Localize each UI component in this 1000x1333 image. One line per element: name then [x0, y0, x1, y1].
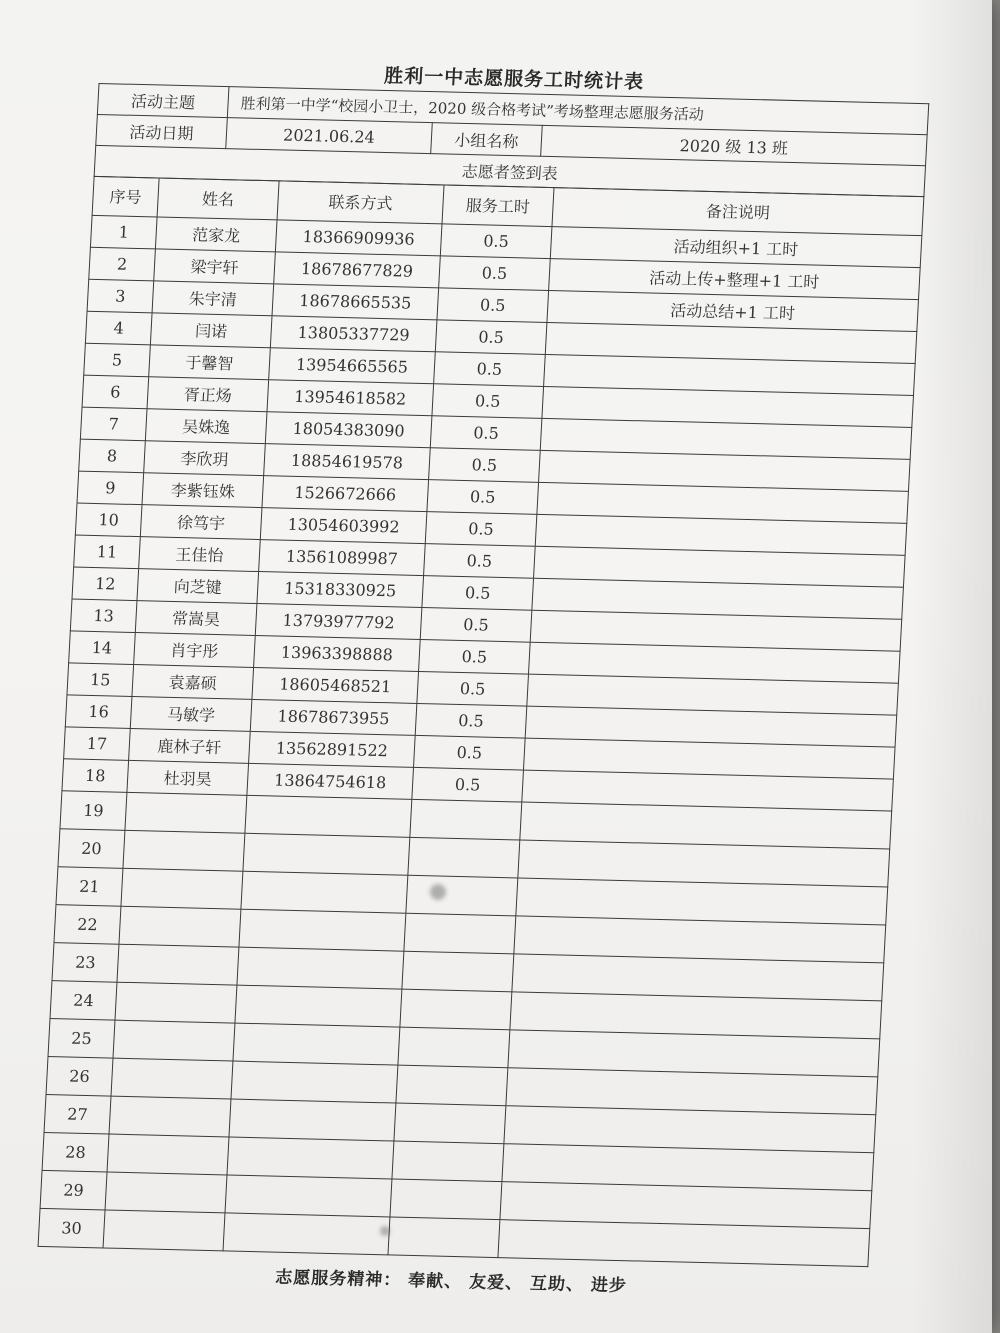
row-number: 8 — [79, 439, 146, 473]
service-hours: 0.5 — [419, 639, 531, 674]
contact-phone — [229, 1099, 396, 1141]
contact-phone: 13805337729 — [270, 315, 437, 351]
contact-phone: 18054383090 — [265, 411, 432, 447]
volunteer-name: 朱宇清 — [152, 280, 274, 315]
service-hours: 0.5 — [414, 735, 526, 770]
row-number: 28 — [42, 1132, 109, 1172]
remark: 活动上传+整理+1 工时 — [549, 258, 921, 299]
signin-label: 志愿者签到表 — [94, 145, 925, 196]
remark: 活动组织+1 工时 — [550, 226, 922, 267]
service-hours: 0.5 — [425, 511, 537, 546]
volunteer-name: 闫诺 — [150, 312, 272, 347]
row-number: 25 — [48, 1018, 115, 1058]
date-value: 2021.06.24 — [226, 118, 433, 154]
volunteer-name: 杜羽昊 — [127, 760, 249, 795]
service-hours — [400, 989, 512, 1030]
service-hours — [396, 1065, 508, 1106]
column-header-note: 备注说明 — [552, 187, 924, 235]
service-hours: 0.5 — [430, 415, 542, 450]
service-hours: 0.5 — [434, 351, 546, 386]
contact-phone: 13562891522 — [249, 731, 416, 767]
volunteer-name: 吴姝逸 — [145, 408, 267, 443]
row-number: 4 — [85, 311, 152, 345]
volunteer-name — [113, 1020, 235, 1061]
form-title: 胜利一中志愿服务工时统计表 — [383, 64, 645, 94]
blank-rows — [38, 790, 892, 1266]
contact-phone — [231, 1061, 398, 1103]
service-hours — [402, 951, 514, 992]
contact-phone: 13793977792 — [255, 603, 422, 639]
form-sheet — [37, 55, 930, 1296]
service-hours — [388, 1216, 500, 1257]
volunteer-name — [111, 1058, 233, 1099]
service-hours: 0.5 — [422, 575, 534, 610]
row-number: 24 — [50, 980, 117, 1020]
contact-phone — [227, 1136, 394, 1178]
service-hours — [404, 913, 516, 954]
row-number: 14 — [69, 630, 136, 664]
row-number: 18 — [62, 758, 129, 792]
row-number: 17 — [64, 726, 131, 760]
volunteer-name: 王佳怡 — [139, 536, 261, 571]
row-number: 6 — [82, 375, 149, 409]
volunteer-name: 马敏学 — [130, 696, 252, 731]
contact-phone: 18605468521 — [252, 667, 419, 703]
row-number: 3 — [87, 279, 154, 313]
row-number: 5 — [84, 343, 151, 377]
remark — [498, 1219, 870, 1266]
volunteer-name: 徐笃宇 — [140, 504, 262, 539]
service-hours: 0.5 — [415, 703, 527, 738]
service-spirit-footer: 志愿服务精神： 奉献、 友爱、 互助、 进步 — [274, 1267, 628, 1296]
service-hours: 0.5 — [417, 671, 529, 706]
volunteer-name: 梁宇轩 — [154, 248, 276, 283]
volunteer-name — [125, 792, 247, 833]
service-hours — [392, 1141, 504, 1182]
volunteer-name: 李紫钰姝 — [142, 472, 264, 507]
volunteer-name: 向芝键 — [137, 568, 259, 603]
contact-phone — [237, 947, 404, 989]
volunteer-name — [109, 1096, 231, 1137]
column-header-hours: 服务工时 — [442, 184, 554, 226]
row-number: 26 — [46, 1056, 113, 1096]
volunteer-name: 于馨智 — [149, 344, 271, 379]
remark: 活动总结+1 工时 — [547, 290, 919, 331]
column-header-no: 序号 — [92, 176, 159, 217]
row-number: 12 — [72, 567, 139, 601]
volunteer-name: 肖宇彤 — [134, 632, 256, 667]
volunteer-name: 范家龙 — [155, 216, 277, 251]
column-header-phone: 联系方式 — [277, 180, 444, 223]
service-hours: 0.5 — [427, 479, 539, 514]
service-hours: 0.5 — [437, 287, 549, 322]
contact-phone: 18366909936 — [275, 219, 442, 255]
group-value: 2020 级 13 班 — [541, 125, 928, 165]
row-number: 7 — [80, 407, 147, 441]
volunteer-rows — [62, 215, 922, 811]
volunteer-name — [105, 1172, 227, 1213]
contact-phone — [225, 1174, 392, 1216]
volunteer-name — [107, 1134, 229, 1175]
contact-phone — [245, 795, 412, 837]
group-label: 小组名称 — [431, 123, 543, 157]
row-number: 30 — [38, 1208, 105, 1248]
row-number: 19 — [60, 790, 127, 830]
contact-phone: 13054603992 — [260, 507, 427, 543]
contact-phone: 18678673955 — [250, 699, 417, 735]
service-hours — [408, 837, 520, 878]
contact-phone — [239, 909, 406, 951]
row-number: 11 — [74, 535, 141, 569]
service-hours: 0.5 — [440, 223, 552, 258]
theme-label: 活动主题 — [97, 83, 229, 117]
service-hours — [406, 875, 518, 916]
row-number: 21 — [56, 866, 123, 906]
service-hours: 0.5 — [435, 319, 547, 354]
volunteer-name — [119, 906, 241, 947]
contact-phone — [235, 985, 402, 1027]
row-number: 1 — [90, 215, 157, 249]
volunteer-name: 鹿林子轩 — [129, 728, 251, 763]
contact-phone: 13561089987 — [259, 539, 426, 575]
volunteer-name — [117, 944, 239, 985]
contact-phone: 13864754618 — [247, 763, 414, 799]
date-label: 活动日期 — [96, 114, 228, 148]
contact-phone — [233, 1023, 400, 1065]
volunteer-name — [103, 1209, 225, 1250]
volunteer-name — [115, 982, 237, 1023]
contact-phone: 18854619578 — [264, 443, 431, 479]
row-number: 13 — [70, 598, 137, 632]
contact-phone: 13963398888 — [254, 635, 421, 671]
row-number: 29 — [40, 1170, 107, 1210]
volunteer-name — [121, 868, 243, 909]
service-hours — [394, 1103, 506, 1144]
row-number: 20 — [58, 828, 125, 868]
theme-value: 胜利第一中学“校园小卫士，2020 级合格考试”考场整理志愿服务活动 — [227, 87, 928, 135]
service-hours: 0.5 — [412, 767, 524, 802]
service-hours: 0.5 — [429, 447, 541, 482]
service-hours: 0.5 — [420, 607, 532, 642]
volunteer-name: 李欣玥 — [144, 440, 266, 475]
volunteer-table — [38, 175, 925, 1266]
service-hours: 0.5 — [439, 255, 551, 290]
contact-phone — [243, 833, 410, 875]
service-hours: 0.5 — [432, 383, 544, 418]
row-number: 9 — [77, 471, 144, 505]
contact-phone: 1526672666 — [262, 475, 429, 511]
contact-phone: 13954618582 — [267, 379, 434, 415]
contact-phone — [241, 871, 408, 913]
service-hours: 0.5 — [424, 543, 536, 578]
contact-phone — [223, 1212, 390, 1254]
volunteer-name: 胥正炀 — [147, 376, 269, 411]
row-number: 22 — [54, 904, 121, 944]
contact-phone: 15318330925 — [257, 571, 424, 607]
service-hours — [398, 1027, 510, 1068]
volunteer-name: 常嵩昊 — [135, 600, 257, 635]
contact-phone: 13954665565 — [269, 347, 436, 383]
row-number: 27 — [44, 1094, 111, 1134]
row-number: 10 — [75, 503, 142, 537]
volunteer-name: 袁嘉硕 — [132, 664, 254, 699]
service-hours — [410, 799, 522, 840]
contact-phone: 18678677829 — [274, 251, 441, 287]
row-number: 15 — [67, 662, 134, 696]
row-number: 2 — [89, 247, 156, 281]
contact-phone: 18678665535 — [272, 283, 439, 319]
service-hours — [390, 1178, 502, 1219]
column-header-name: 姓名 — [157, 177, 279, 219]
row-number: 16 — [65, 694, 132, 728]
volunteer-name — [123, 830, 245, 871]
row-number: 23 — [52, 942, 119, 982]
